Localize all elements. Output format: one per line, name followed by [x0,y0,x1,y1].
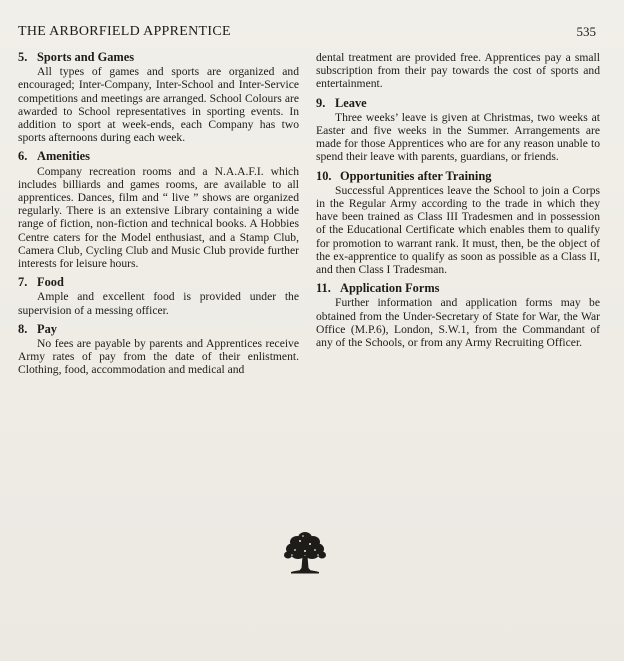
section-heading [316,170,600,183]
section-title: Sports and Games [37,50,135,64]
running-title: THE ARBORFIELD APPRENTICE [18,24,231,39]
section-opportunities-after-training [316,170,600,277]
section-body: All types of games and sports are organized and encouraged; Inter-Company, Inter-School and Inter-Service competitions and meetings are arranged. School Colours are awarded to School representatives in sporting events. In addition to sport at week-ends, each Company has two sports afternoons during each week. [18,65,299,145]
section-heading [316,97,600,110]
section-number: 6. [18,149,28,164]
section-heading [18,276,299,289]
section-pay [18,323,299,377]
section-title: Leave [335,95,367,110]
section-body: Three weeks’ leave is given at Christmas, two weeks at Easter and five weeks in the Summer. Arrangements are made for those Apprentices who are for any reason unable to spend their leave with parents, guardians, or friends. [316,110,600,164]
section-body: No fees are payable by parents and Apprentices receive Army rates of pay from the date of their enlistment. Clothing, food, accommodation and medical and [18,337,299,377]
section-leave [316,97,600,164]
section-pay-continued [316,51,600,91]
right-column [316,51,600,355]
section-title: Amenities [37,149,90,164]
section-food [18,276,299,317]
section-title: Opportunities after Training [340,168,492,183]
section-heading [18,51,299,64]
section-title: Application Forms [340,281,440,296]
section-number: 8. [18,321,28,336]
section-title: Food [37,275,64,290]
section-heading [18,150,299,163]
section-number: 11. [316,281,331,296]
page-number: 535 [576,24,596,39]
section-sports-and-games [18,51,299,144]
section-application-forms [316,282,600,349]
tree-icon [283,529,327,575]
section-body-continued: dental treatment are provided free. Apprentices pay a small subscription from their pay towards the cost of sports and entertainment. [316,51,600,91]
section-number: 5. [18,50,28,64]
section-number: 7. [18,275,28,290]
section-amenities [18,150,299,270]
section-heading [316,282,600,295]
left-column [18,51,299,383]
section-body: Further information and application forms may be obtained from the Under-Secretary of State for War, the War Office (M.P.6), London, S.W.1, from the Commandant of any of the Schools, or from any Army Recruiting Officer. [316,296,600,350]
section-heading [18,323,299,336]
section-number: 10. [316,168,332,183]
section-title: Pay [37,321,57,336]
section-number: 9. [316,95,326,110]
section-body: Ample and excellent food is provided under the supervision of a messing officer. [18,290,299,317]
section-body: Successful Apprentices leave the School to join a Corps in the Regular Army according to the trade in which they have been trained as Class III Tradesmen and in possession of the Educational Certificate which enables them to qualify for promotion to warrant rank. It must, then, be the object of the ex-apprentice to qualify as soon as possible as a Class II, and then Class I Tradesman. [316,183,600,277]
section-body: Company recreation rooms and a N.A.A.F.I. which includes billiards and games rooms, are available to all apprentices. Dances, film and “ live ” shows are organized regularly. There is an extensive Library containing a wide range of fiction, non-fiction and technical books. A Hobbies Centre caters for the Model enthusiast, and a Stamp Club, Camera Club, Cycling Club and Music Club provide further interests for leisure hours. [18,164,299,271]
